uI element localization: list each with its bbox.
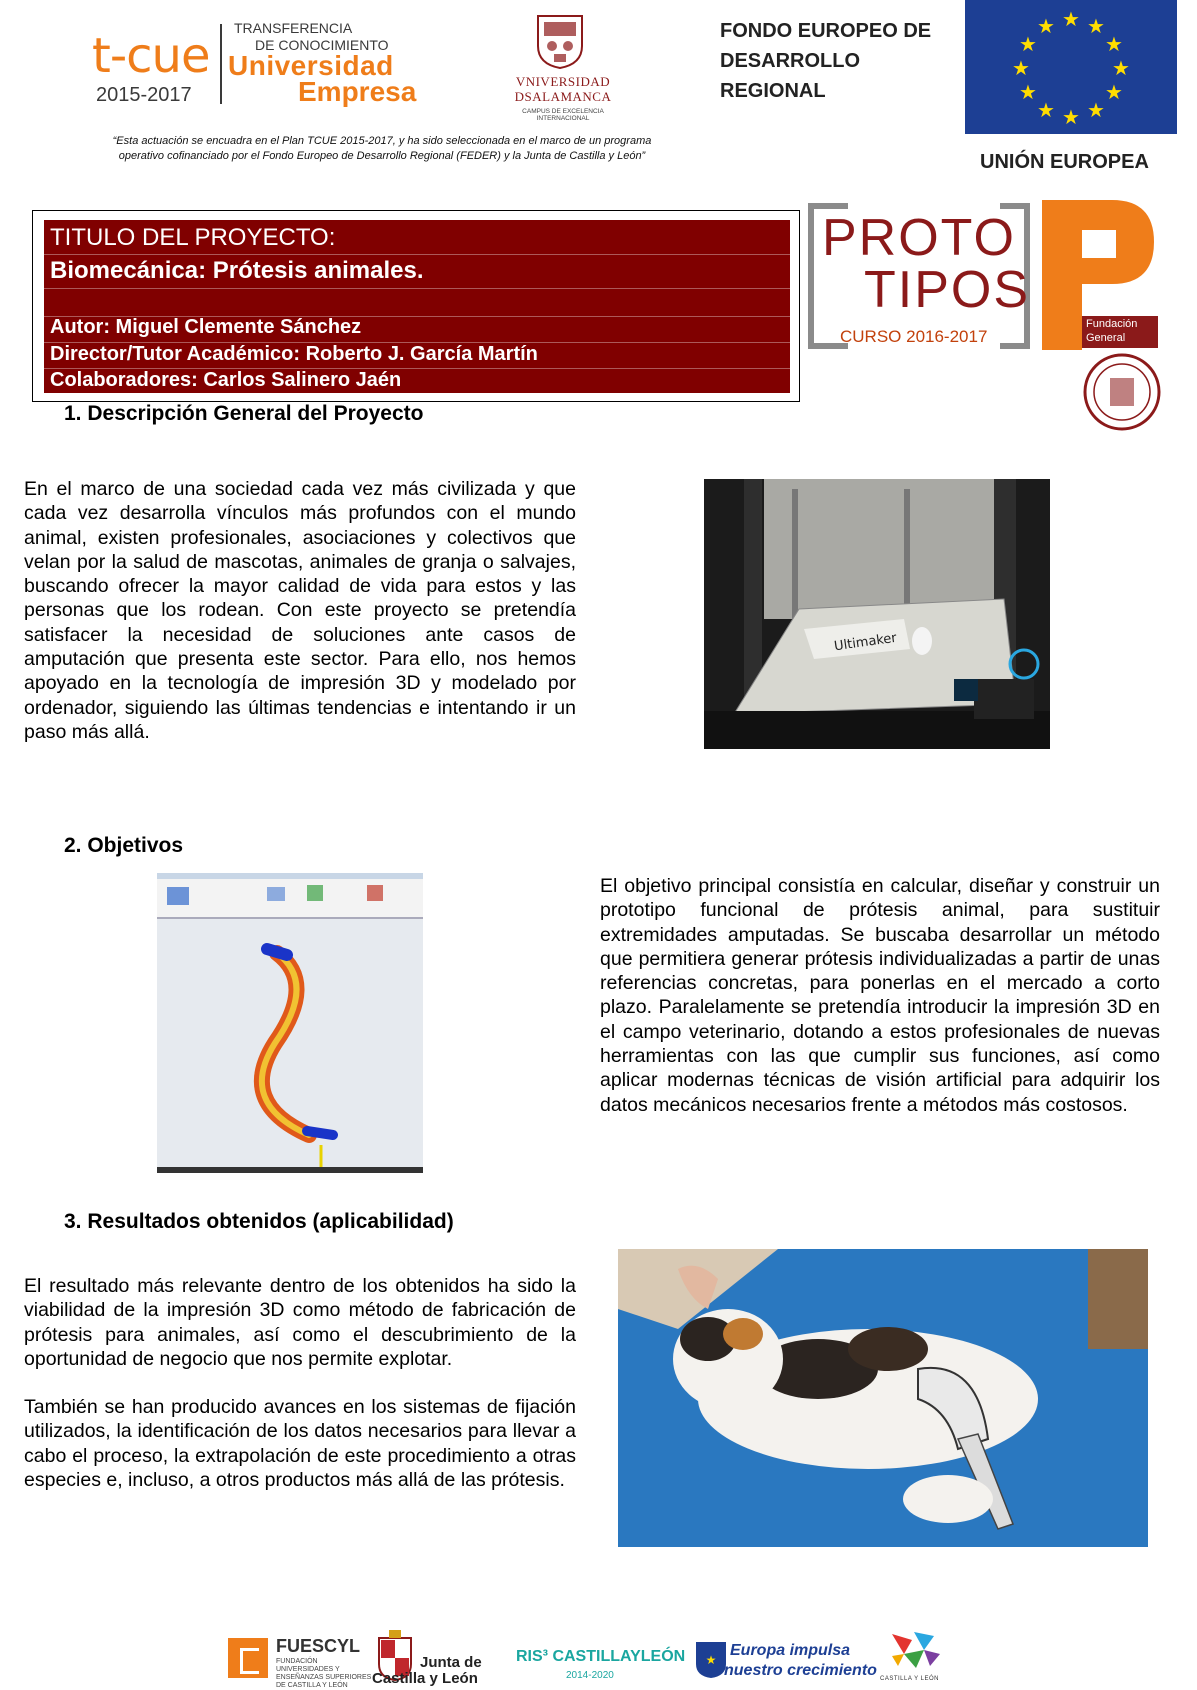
usal-campus-label: CAMPUS DE EXCELENCIA INTERNACIONAL xyxy=(522,108,604,122)
author-line: Autor: Miguel Clemente Sánchez xyxy=(50,316,362,338)
fundacion-label-line1: Fundación xyxy=(1086,318,1138,330)
funding-notice-line1: “Esta actuación se encuadra en el Plan TCUE 2015-2017, y ha sido seleccionada en el marco de un programa xyxy=(112,135,652,147)
printer-photo xyxy=(704,479,1050,749)
section-text-p1: El resultado más relevante dentro de los obtenidos ha sido la viabilidad de la impresión 3D como método de fabricación de prótesis para animales, así como el descubrimiento de la oportunidad de negocio que nos permite explotar. xyxy=(24,1275,576,1370)
ris3-logo-name: RIS³ CASTILLAYLEÓN xyxy=(516,1648,686,1665)
svg-text:★: ★ xyxy=(1019,80,1037,104)
printer-brand: Ultimaker xyxy=(833,630,898,655)
europa-logo-icon xyxy=(694,1638,728,1678)
section-heading: 3. Resultados obtenidos (aplicabilidad) xyxy=(64,1210,454,1233)
section-text: El objetivo principal consistía en calcular, diseñar y construir un prototipo funcional de prótesis animal, para sustituir extremidades amputadas. Se buscaba desarrollar un método que permitiera generar prótesis individualizadas a partir de unas referencias concretas, para ponerlas en el mercado a corto plazo. Paralelamente se pretendía introducir la impresión 3D en el campo veterinario, dotando a estos profesionales de nuevas herramientas con las que cumplir sus funciones, así como aplicar modernas técnicas de visión artificial para adquirir los datos mecánicos necesarios frente a métodos más costosos. xyxy=(600,875,1160,1116)
title-rule xyxy=(44,254,790,255)
svg-text:★: ★ xyxy=(1112,56,1130,80)
prototipos-word2: TIPOS xyxy=(864,261,1031,319)
fuescyl-logo-icon xyxy=(228,1638,268,1678)
tcue-logo-transferencia: TRANSFERENCIA xyxy=(234,20,353,36)
usal-seal-icon xyxy=(1082,352,1162,432)
fuescyl-subtitle: FUNDACIÓN UNIVERSIDADES Y ENSEÑANZAS SUPERIORES DE CASTILLA Y LEÓN xyxy=(276,1658,372,1689)
svg-text:★: ★ xyxy=(705,1653,717,1667)
prototipos-word1: PROTO xyxy=(822,209,1016,267)
feder-title-line3: REGIONAL xyxy=(720,80,826,102)
svg-text:★: ★ xyxy=(1062,7,1080,31)
usal-name-line2: DSALAMANCA xyxy=(514,89,612,104)
fuescyl-name: FUESCYL xyxy=(276,1636,361,1656)
director-line: Director/Tutor Académico: Roberto J. García Martín xyxy=(50,343,538,365)
svg-text:★: ★ xyxy=(1105,32,1123,56)
svg-text:★: ★ xyxy=(1087,98,1105,122)
svg-text:★: ★ xyxy=(1019,32,1037,56)
section-text: En el marco de una sociedad cada vez más civilizada y que cada vez desarrolla vínculos más profundos con el mundo animal, existen profesionales, asociaciones y colectivos que velan por la salud de mascotas, animales de granja o salvajes, buscando ofrecer la mayor calidad de vida para estos y las personas que los rodean. Con este proyecto se pretendía satisfacer la necesidad de soluciones ante casos de amputación que presenta este sector. Para ello, nos hemos apoyado en la tecnología de impresión 3D y modelado por ordenador, siguiendo las últimas tendencias e intentando ir un paso más allá. xyxy=(24,478,576,743)
eu-flag xyxy=(965,0,1177,134)
tcue-logo-conocimiento: DE CONOCIMIENTO xyxy=(255,37,389,53)
fundacion-label-line2: General xyxy=(1086,332,1126,344)
svg-text:★: ★ xyxy=(1062,105,1080,129)
tcue-logo-universidad: Universidad xyxy=(228,50,394,81)
cat-with-prosthesis-illustration xyxy=(618,1249,1148,1547)
feder-title-line2: DESARROLLO xyxy=(720,50,860,72)
svg-text:★: ★ xyxy=(1037,14,1055,38)
europa-slogan-line2: nuestro crecimiento xyxy=(724,1662,877,1679)
svg-text:★: ★ xyxy=(1087,14,1105,38)
section-heading: 1. Descripción General del Proyecto xyxy=(64,402,424,425)
collaborators-line: Colaboradores: Carlos Salinero Jaén xyxy=(50,369,402,391)
funding-notice-line2: operativo cofinanciado por el Fondo Europeo de Desarrollo Regional (FEDER) y la Junta de Castilla y León” xyxy=(118,150,646,162)
title-rule xyxy=(44,288,790,289)
prototipos-course: CURSO 2016-2017 xyxy=(840,327,988,346)
usal-name-line1: VNIVERSIDAD xyxy=(515,74,611,89)
tcue-logo-years: 2015-2017 xyxy=(96,84,192,106)
tcue-logo-separator xyxy=(220,24,222,104)
simulation-screenshot xyxy=(157,873,423,1173)
usal-crest-icon xyxy=(530,12,590,70)
svg-text:★: ★ xyxy=(1037,98,1055,122)
eu-stars-icon xyxy=(965,0,1177,134)
castilla-leon-logo-icon xyxy=(886,1630,942,1670)
cat-photo xyxy=(618,1249,1148,1547)
feder-title-line1: FONDO EUROPEO DE xyxy=(720,20,932,42)
ris3-logo-years: 2014-2020 xyxy=(566,1670,614,1681)
svg-text:★: ★ xyxy=(1012,56,1030,80)
section-heading: 2. Objetivos xyxy=(64,834,184,857)
jcyl-name-line1: Junta de xyxy=(420,1654,482,1671)
jcyl-name-line2: Castilla y León xyxy=(372,1670,478,1687)
tcue-logo-mark: t-cue xyxy=(92,28,210,84)
fea-simulation-illustration xyxy=(157,873,423,1173)
title-label: TITULO DEL PROYECTO: xyxy=(50,224,336,251)
printer-illustration xyxy=(704,479,1050,749)
svg-text:★: ★ xyxy=(1105,80,1123,104)
section-text-p2: También se han producido avances en los sistemas de fijación utilizados, la identificación de los datos necesarios para llevar a cabo el proceso, la extrapolación de este procedimiento a otras especies e, incluso, a otros productos más allá de las prótesis. xyxy=(24,1396,576,1491)
project-title: Biomecánica: Prótesis animales. xyxy=(50,257,424,284)
europa-slogan-line1: Europa impulsa xyxy=(730,1642,851,1659)
tcue-logo-empresa: Empresa xyxy=(298,76,417,107)
castilla-leon-label: CASTILLA Y LEÓN xyxy=(880,1676,939,1682)
eu-label: UNIÓN EUROPEA xyxy=(980,151,1149,173)
